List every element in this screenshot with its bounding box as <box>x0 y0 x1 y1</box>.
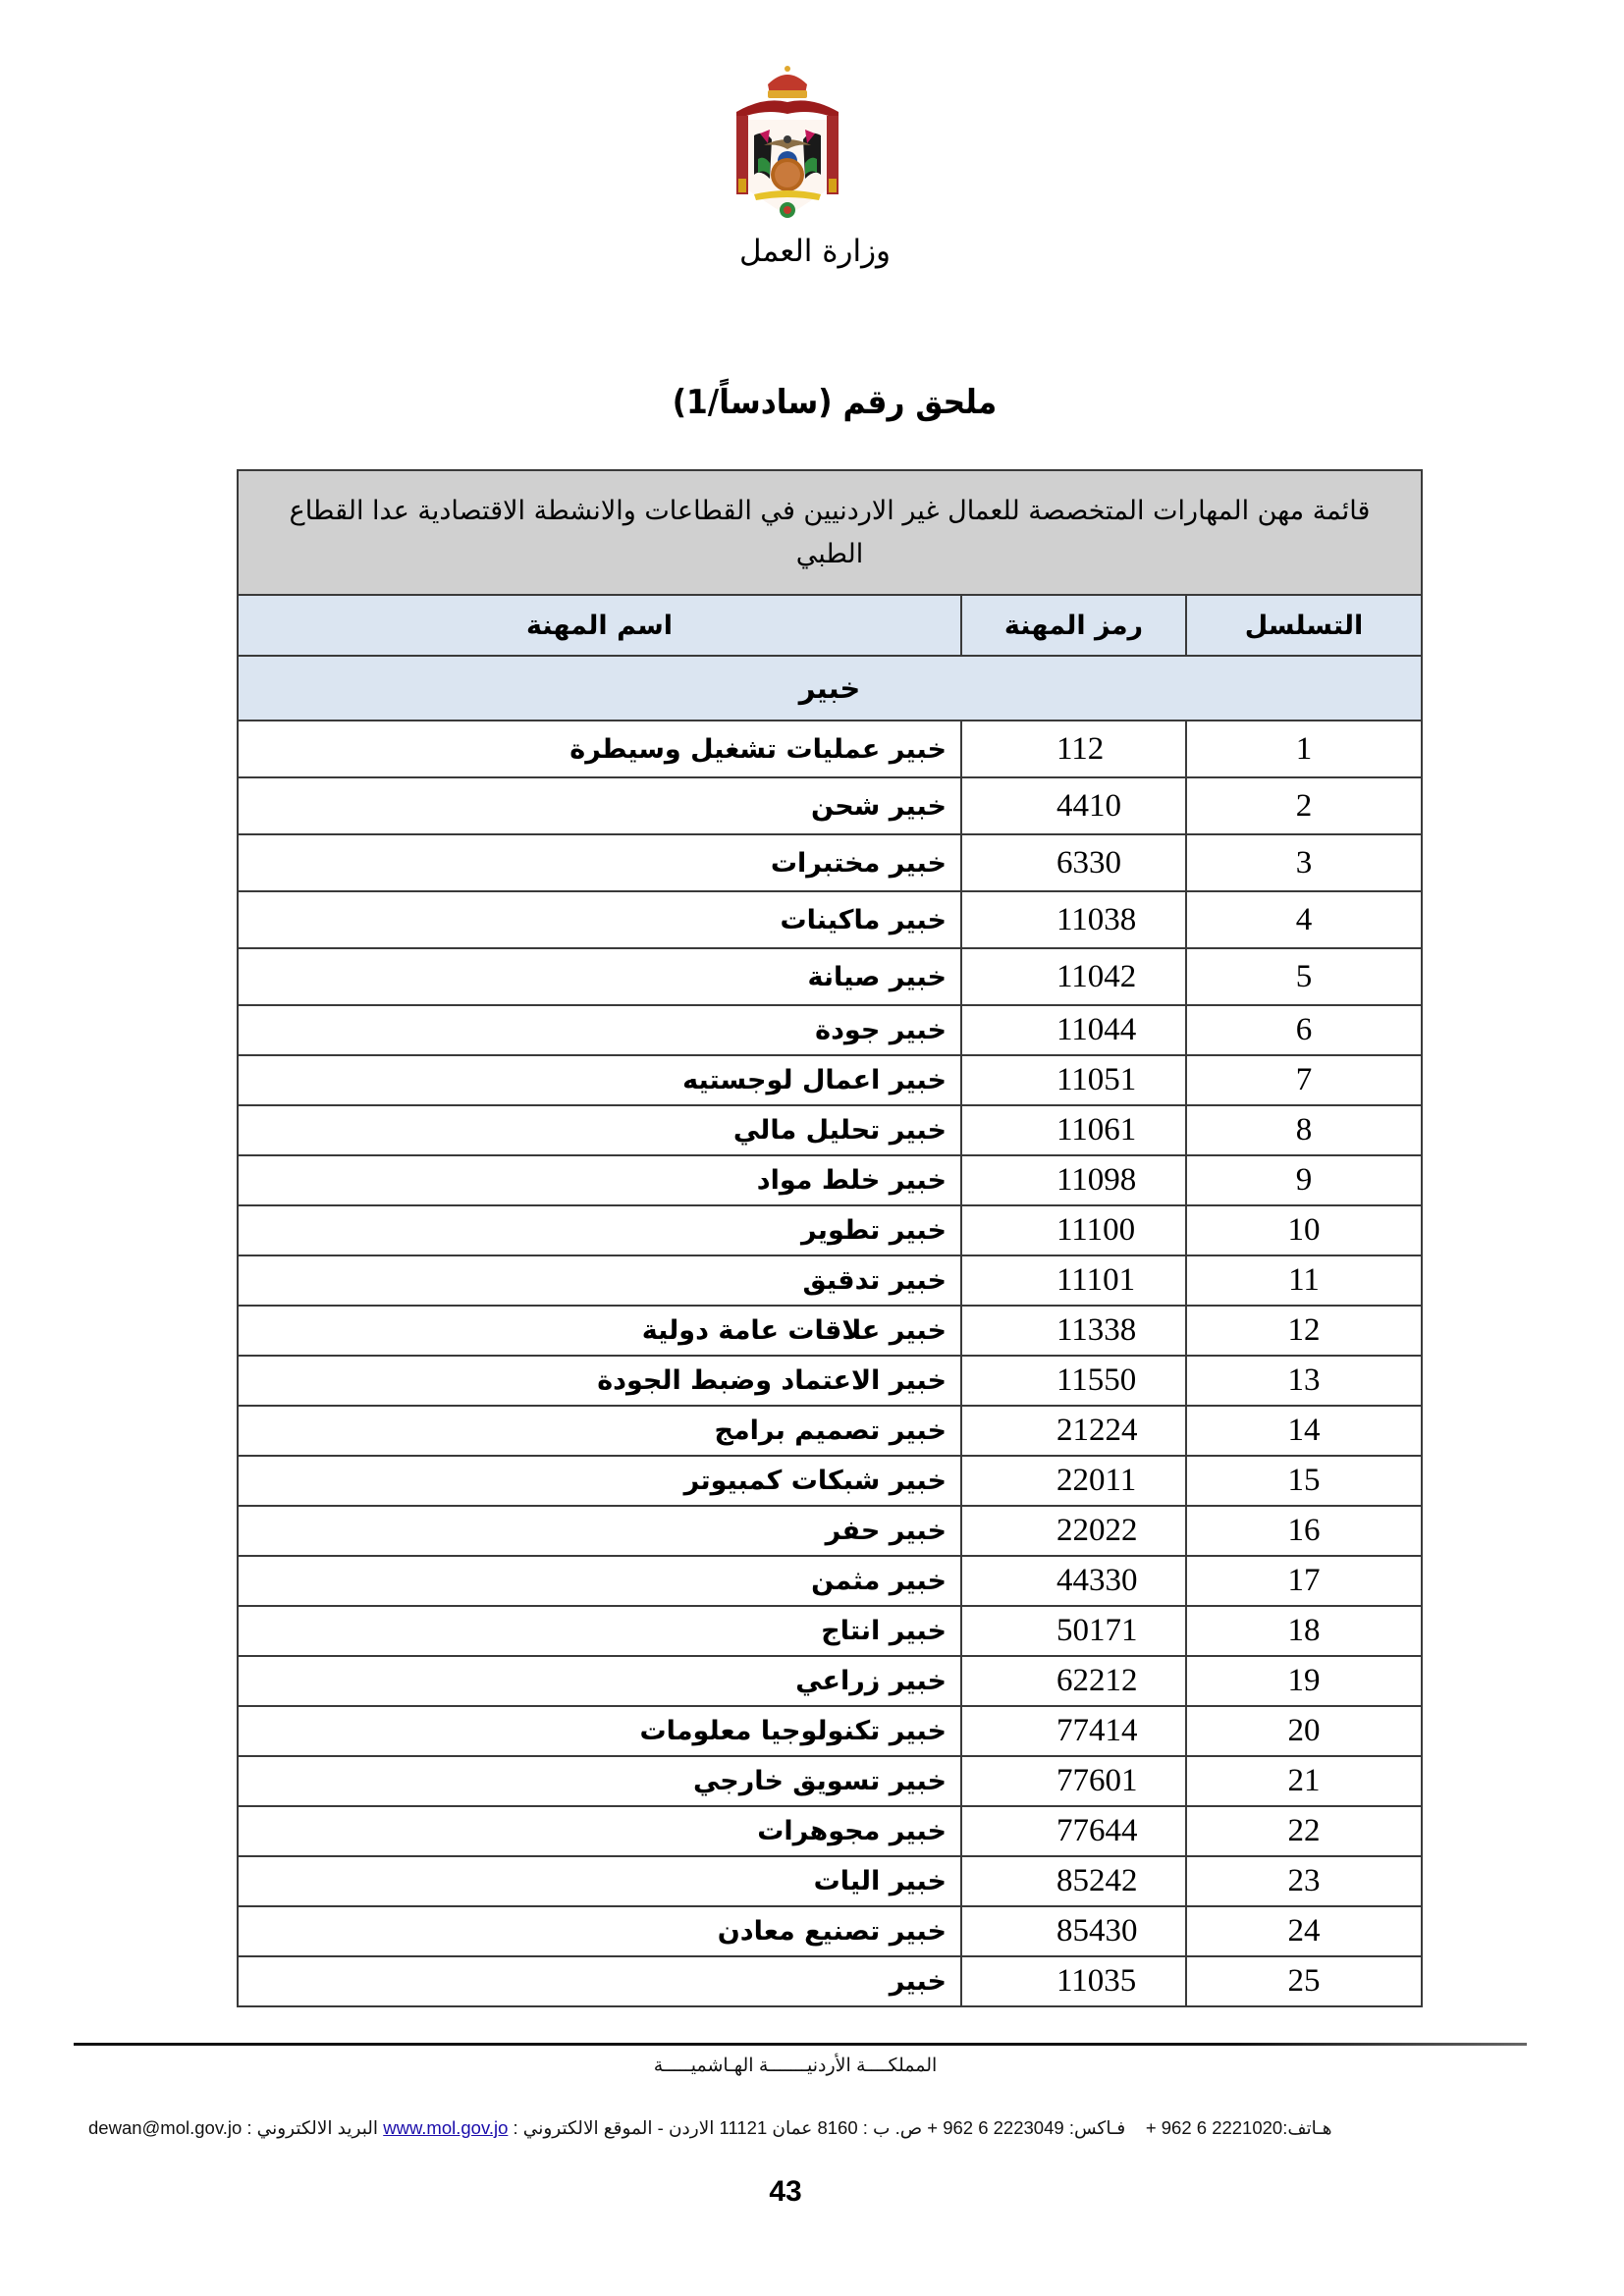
name-cell: خبير تصميم برامج <box>238 1406 961 1456</box>
table-row <box>238 721 1422 777</box>
code-cell: 77414 <box>961 1706 1186 1756</box>
page-number: 43 <box>769 2175 802 2208</box>
serial-cell: 8 <box>1186 1105 1422 1155</box>
table-row <box>238 1606 1422 1656</box>
serial-cell: 15 <box>1186 1456 1422 1506</box>
column-header-code: رمز المهنة <box>961 595 1186 656</box>
code-cell: 85430 <box>961 1906 1186 1956</box>
annex-title: ملحق رقم (سادساً/1) <box>672 383 998 422</box>
table-row <box>238 1356 1422 1406</box>
code-cell: 112 <box>961 721 1186 777</box>
code-cell: 50171 <box>961 1606 1186 1656</box>
name-cell: خبير زراعي <box>238 1656 961 1706</box>
phone-number: + 962 6 2221020 <box>1145 2117 1283 2138</box>
code-cell: 4410 <box>961 777 1186 834</box>
serial-cell: 6 <box>1186 1005 1422 1055</box>
serial-cell: 22 <box>1186 1806 1422 1856</box>
serial-cell: 9 <box>1186 1155 1422 1205</box>
column-header-name: اسم المهنة <box>238 595 961 656</box>
ministry-name: وزارة العمل <box>738 234 892 269</box>
name-cell: خبير <box>238 1956 961 2006</box>
name-cell: خبير جودة <box>238 1005 961 1055</box>
jordan-coat-of-arms-icon <box>725 61 850 226</box>
column-header-serial: التسلسل <box>1186 595 1422 656</box>
table-row <box>238 1656 1422 1706</box>
code-cell: 6330 <box>961 834 1186 891</box>
email-label: البريد الالكتروني : <box>246 2117 379 2138</box>
table-row <box>238 1806 1422 1856</box>
footer-kingdom-name: المملكــــة الأردنيـــــــة الهـاشميـــــة <box>653 2056 938 2076</box>
name-cell: خبير مختبرات <box>238 834 961 891</box>
serial-cell: 16 <box>1186 1506 1422 1556</box>
serial-cell: 20 <box>1186 1706 1422 1756</box>
name-cell: خبير مجوهرات <box>238 1806 961 1856</box>
name-cell: خبير اعمال لوجستيه <box>238 1055 961 1105</box>
table-row <box>238 1456 1422 1506</box>
website-label: - الموقع الالكتروني : <box>513 2117 664 2138</box>
name-cell: خبير انتاج <box>238 1606 961 1656</box>
code-cell: 11338 <box>961 1306 1186 1356</box>
code-cell: 44330 <box>961 1556 1186 1606</box>
code-cell: 11098 <box>961 1155 1186 1205</box>
serial-cell: 25 <box>1186 1956 1422 2006</box>
table-row <box>238 1856 1422 1906</box>
serial-cell: 10 <box>1186 1205 1422 1255</box>
serial-cell: 21 <box>1186 1756 1422 1806</box>
serial-cell: 2 <box>1186 777 1422 834</box>
serial-cell: 23 <box>1186 1856 1422 1906</box>
table-row <box>238 1906 1422 1956</box>
category-label: خبير <box>238 656 1422 721</box>
name-cell: خبير اليات <box>238 1856 961 1906</box>
table-row <box>238 1105 1422 1155</box>
name-cell: خبير تحليل مالي <box>238 1105 961 1155</box>
name-cell: خبير حفر <box>238 1506 961 1556</box>
table-row <box>238 1055 1422 1105</box>
table-row <box>238 1956 1422 2006</box>
table-title-row <box>238 470 1422 595</box>
serial-cell: 7 <box>1186 1055 1422 1105</box>
name-cell: خبير ماكينات <box>238 891 961 948</box>
table-row <box>238 1306 1422 1356</box>
po-box: ص. ب : 8160 عمان 11121 الاردن <box>668 2117 923 2138</box>
code-cell: 11100 <box>961 1205 1186 1255</box>
website-link[interactable]: www.mol.gov.jo <box>383 2117 509 2138</box>
code-cell: 22022 <box>961 1506 1186 1556</box>
email-address[interactable]: dewan@mol.gov.jo <box>88 2117 243 2138</box>
code-cell: 11051 <box>961 1055 1186 1105</box>
name-cell: خبير الاعتماد وضبط الجودة <box>238 1356 961 1406</box>
table-row <box>238 1255 1422 1306</box>
fax-number: + 962 6 2223049 <box>927 2117 1064 2138</box>
code-cell: 11101 <box>961 1255 1186 1306</box>
professions-table <box>237 469 1423 2007</box>
name-cell: خبير تسويق خارجي <box>238 1756 961 1806</box>
footer-divider <box>74 2043 1527 2046</box>
name-cell: خبير شبكات كمبيوتر <box>238 1456 961 1506</box>
phone-label: هـاتف: <box>1282 2117 1332 2138</box>
name-cell: خبير علاقات عامة دولية <box>238 1306 961 1356</box>
code-cell: 62212 <box>961 1656 1186 1706</box>
name-cell: خبير عمليات تشغيل وسيطرة <box>238 721 961 777</box>
serial-cell: 17 <box>1186 1556 1422 1606</box>
serial-cell: 1 <box>1186 721 1422 777</box>
serial-cell: 3 <box>1186 834 1422 891</box>
code-cell: 11042 <box>961 948 1186 1005</box>
table-row <box>238 1706 1422 1756</box>
code-cell: 21224 <box>961 1406 1186 1456</box>
serial-cell: 4 <box>1186 891 1422 948</box>
column-header-row <box>238 595 1422 656</box>
table-row <box>238 948 1422 1005</box>
table-row <box>238 777 1422 834</box>
code-cell: 11550 <box>961 1356 1186 1406</box>
category-row <box>238 656 1422 721</box>
name-cell: خبير تصنيع معادن <box>238 1906 961 1956</box>
table-row <box>238 1155 1422 1205</box>
serial-cell: 5 <box>1186 948 1422 1005</box>
table-row <box>238 1506 1422 1556</box>
fax-label: فـاكس: <box>1068 2117 1126 2138</box>
code-cell: 77644 <box>961 1806 1186 1856</box>
code-cell: 85242 <box>961 1856 1186 1906</box>
code-cell: 11044 <box>961 1005 1186 1055</box>
serial-cell: 14 <box>1186 1406 1422 1456</box>
code-cell: 11035 <box>961 1956 1186 2006</box>
code-cell: 11038 <box>961 891 1186 948</box>
name-cell: خبير تطوير <box>238 1205 961 1255</box>
serial-cell: 12 <box>1186 1306 1422 1356</box>
code-cell: 22011 <box>961 1456 1186 1506</box>
name-cell: خبير تكنولوجيا معلومات <box>238 1706 961 1756</box>
code-cell: 11061 <box>961 1105 1186 1155</box>
name-cell: خبير شحن <box>238 777 961 834</box>
serial-cell: 18 <box>1186 1606 1422 1656</box>
table-row <box>238 834 1422 891</box>
table-row <box>238 1556 1422 1606</box>
table-title: قائمة مهن المهارات المتخصصة للعمال غير الاردنيين في القطاعات والانشطة الاقتصادية عدا القطاع الطبي <box>238 470 1422 595</box>
name-cell: خبير صيانة <box>238 948 961 1005</box>
table-row <box>238 1205 1422 1255</box>
serial-cell: 11 <box>1186 1255 1422 1306</box>
table-row <box>238 1005 1422 1055</box>
serial-cell: 13 <box>1186 1356 1422 1406</box>
table-row <box>238 1756 1422 1806</box>
serial-cell: 19 <box>1186 1656 1422 1706</box>
name-cell: خبير تدقيق <box>238 1255 961 1306</box>
table-row <box>238 891 1422 948</box>
footer-contact-line <box>88 2117 1532 2139</box>
name-cell: خبير مثمن <box>238 1556 961 1606</box>
table-row <box>238 1406 1422 1456</box>
serial-cell: 24 <box>1186 1906 1422 1956</box>
name-cell: خبير خلط مواد <box>238 1155 961 1205</box>
code-cell: 77601 <box>961 1756 1186 1806</box>
